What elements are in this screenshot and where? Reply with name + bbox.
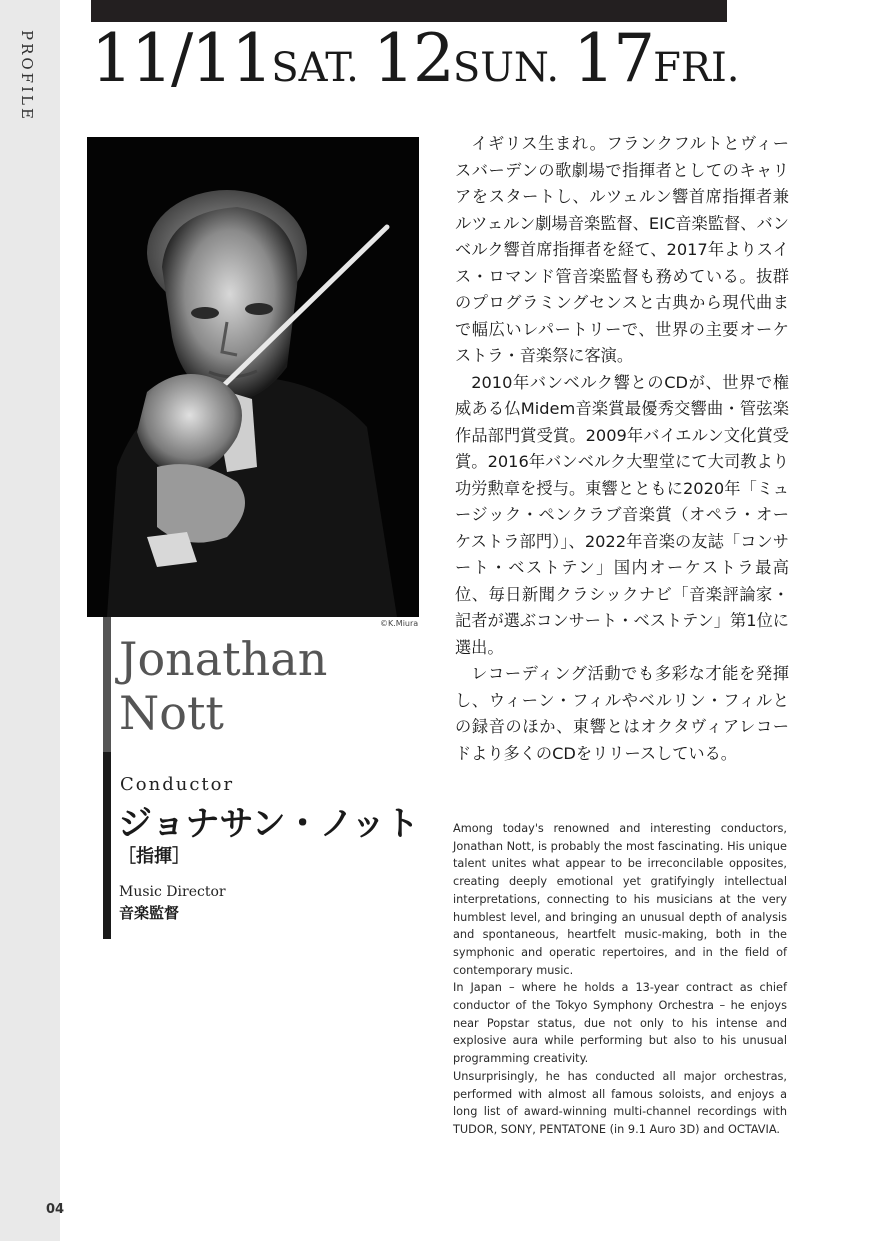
biography-jp-paragraph: イギリス生まれ。フランクフルトとヴィースバーデンの歌劇場で指揮者としてのキャリアをスタートし、ルツェルン響首席指揮者兼ルツェルン劇場音楽監督、EIC音楽監督、バンベルク響首席指揮者を経て、2017年よりスイス・ロマンド管音楽監督も務めている。抜群のプログラミングセンスと古典から現代曲まで幅広いレパートリーで、世界の主要オーケストラ・音楽祭に客演。 xyxy=(455,134,789,365)
section-label: PROFILE xyxy=(18,30,36,122)
biography-en-paragraph: In Japan – where he holds a 13-year contract as chief conductor of the Tokyo Symphony Orchestra – he enjoys near Popstar status, due not only to his intense and explosive aura while performing but also to his unusual programming creativity. xyxy=(453,981,787,1066)
name-accent-bar xyxy=(103,617,111,752)
date-day: 11/11 xyxy=(91,20,272,97)
date-day: 17 xyxy=(573,20,654,97)
conductor-portrait-image xyxy=(87,137,419,617)
date-weekday: SUN. xyxy=(452,45,560,91)
artist-name-en xyxy=(119,632,327,740)
biography-jp-paragraph: レコーディング活動でも多彩な才能を発揮し、ウィーン・フィルやベルリン・フィルとの録音のほか、東響とはオクタヴィアレコードより多くのCDをリリースしている。 xyxy=(455,664,789,763)
date-weekday: SAT. xyxy=(271,45,359,91)
photo-credit: ©K.Miura xyxy=(380,619,419,628)
artist-name-jp: ジョナサン・ノット xyxy=(118,804,420,844)
artist-name-en-first: Jonathan xyxy=(119,632,328,686)
date-weekday: FRI. xyxy=(653,45,740,91)
role-accent-bar xyxy=(103,752,111,939)
conductor-photo xyxy=(87,137,419,617)
page-number: 04 xyxy=(46,1202,65,1217)
artist-title-jp: 音楽監督 xyxy=(119,904,180,922)
artist-role-en: Conductor xyxy=(120,774,235,795)
concert-dates xyxy=(91,20,740,97)
artist-name-en-last: Nott xyxy=(119,686,224,740)
sidebar xyxy=(0,0,65,1241)
header-bar xyxy=(91,0,727,22)
biography-en-paragraph: Unsurprisingly, he has conducted all major orchestras, performed with almost all famous soloists, and enjoys a long list of award-winning multi-channel recordings with TUDOR, SONY, PENTATONE (in 9.1 Auro 3D) and OCTAVIA. xyxy=(453,1069,787,1136)
artist-role-jp: ［指揮］ xyxy=(118,846,190,867)
biography-en xyxy=(453,820,787,1139)
biography-jp-paragraph: 2010年バンベルク響とのCDが、世界で権威ある仏Midem音楽賞最優秀交響曲・管弦楽作品部門賞受賞。2009年バイエルン文化賞受賞。2016年バンベルク大聖堂にて大司教より功労勲章を授与。東響とともに2020年「ミュージック・ペンクラブ音楽賞（オペラ・オーケストラ部門）」、2022年音楽の友誌「コンサート・ベストテン」国内オーケストラ最高位、毎日新聞クラシックナビ「音楽評論家・記者が選ぶコンサート・ベストテン」第1位に選出。 xyxy=(455,372,789,657)
date-day: 12 xyxy=(372,20,453,97)
biography-jp xyxy=(455,131,789,767)
artist-title-en: Music Director xyxy=(119,884,226,900)
biography-en-paragraph: Among today's renowned and interesting conductors, Jonathan Nott, is probably the most fascinating. His unique talent unites what appear to be irreconcilable opposites, creating deeply emotional yet gratifyingly intellectual interpretations, connecting to his musicians at the very humblest level, and bringing an unusual depth of analysis and spontaneous, heartfelt music-making, both in the symphonic and operatic repertoires, and in the field of contemporary music. xyxy=(453,822,787,977)
